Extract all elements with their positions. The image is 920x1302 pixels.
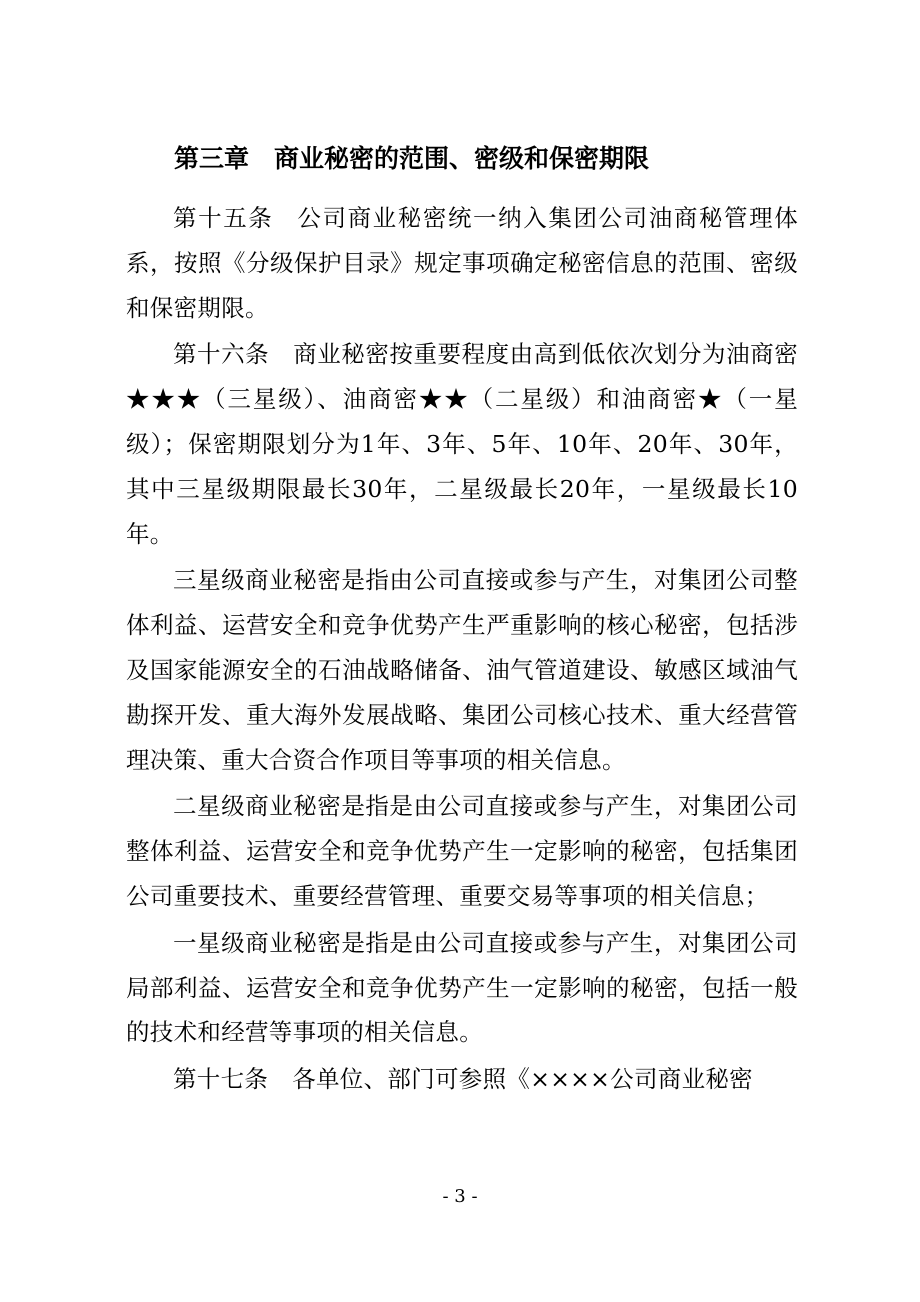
page-number: - 3 - [442, 1186, 478, 1207]
paragraph-text: 三星级商业秘密是指由公司直接或参与产生，对集团公司整体利益、运营安全和竞争优势产生严重影响的核心秘密，包括涉及国家能源安全的石油战略储备、油气管道建设、敏感区域油气勘探开发、重大海外发展战略、集团公司核心技术、重大经营管理决策、重大合资合作项目等事项的相关信息。 [126, 566, 798, 774]
article-number: 第十七条 [173, 1065, 269, 1094]
paragraph-article-16 [126, 332, 798, 558]
article-number: 第十六条 [173, 340, 270, 369]
paragraph-text: 一星级商业秘密是指是由公司直接或参与产生，对集团公司局部利益、运营安全和竞争优势产生一定影响的秘密，包括一般的技术和经营等事项的相关信息。 [126, 928, 798, 1047]
paragraph-one-star [126, 921, 798, 1057]
body-text [126, 196, 798, 1104]
paragraph-text: 商业秘密按重要程度由高到低依次划分为油商密★★★（三星级）、油商密★★（二星级）和油商密★（一星级）；保密期限划分为1年、3年、5年、10年、20年、30年，其中三星级期限最长30年，二星级最长20年，一星级最长10年。 [126, 340, 798, 548]
paragraph-article-17 [126, 1057, 798, 1104]
paragraph-text: 公司商业秘密统一纳入集团公司油商秘管理体系，按照《分级保护目录》规定事项确定秘密信息的范围、密级和保密期限。 [126, 204, 799, 322]
paragraph-article-15 [126, 196, 798, 332]
paragraph-text: 二星级商业秘密是指是由公司直接或参与产生，对集团公司整体利益、运营安全和竞争优势产生一定影响的秘密，包括集团公司重要技术、重要经营管理、重要交易等事项的相关信息； [126, 792, 798, 910]
paragraph-two-star [126, 784, 798, 920]
paragraph-text: 各单位、部门可参照《××××公司商业秘密 [292, 1065, 753, 1094]
article-number: 第十五条 [173, 204, 274, 232]
paragraph-three-star [126, 558, 798, 784]
chapter-title: 第三章 商业秘密的范围、密级和保密期限 [174, 144, 650, 173]
